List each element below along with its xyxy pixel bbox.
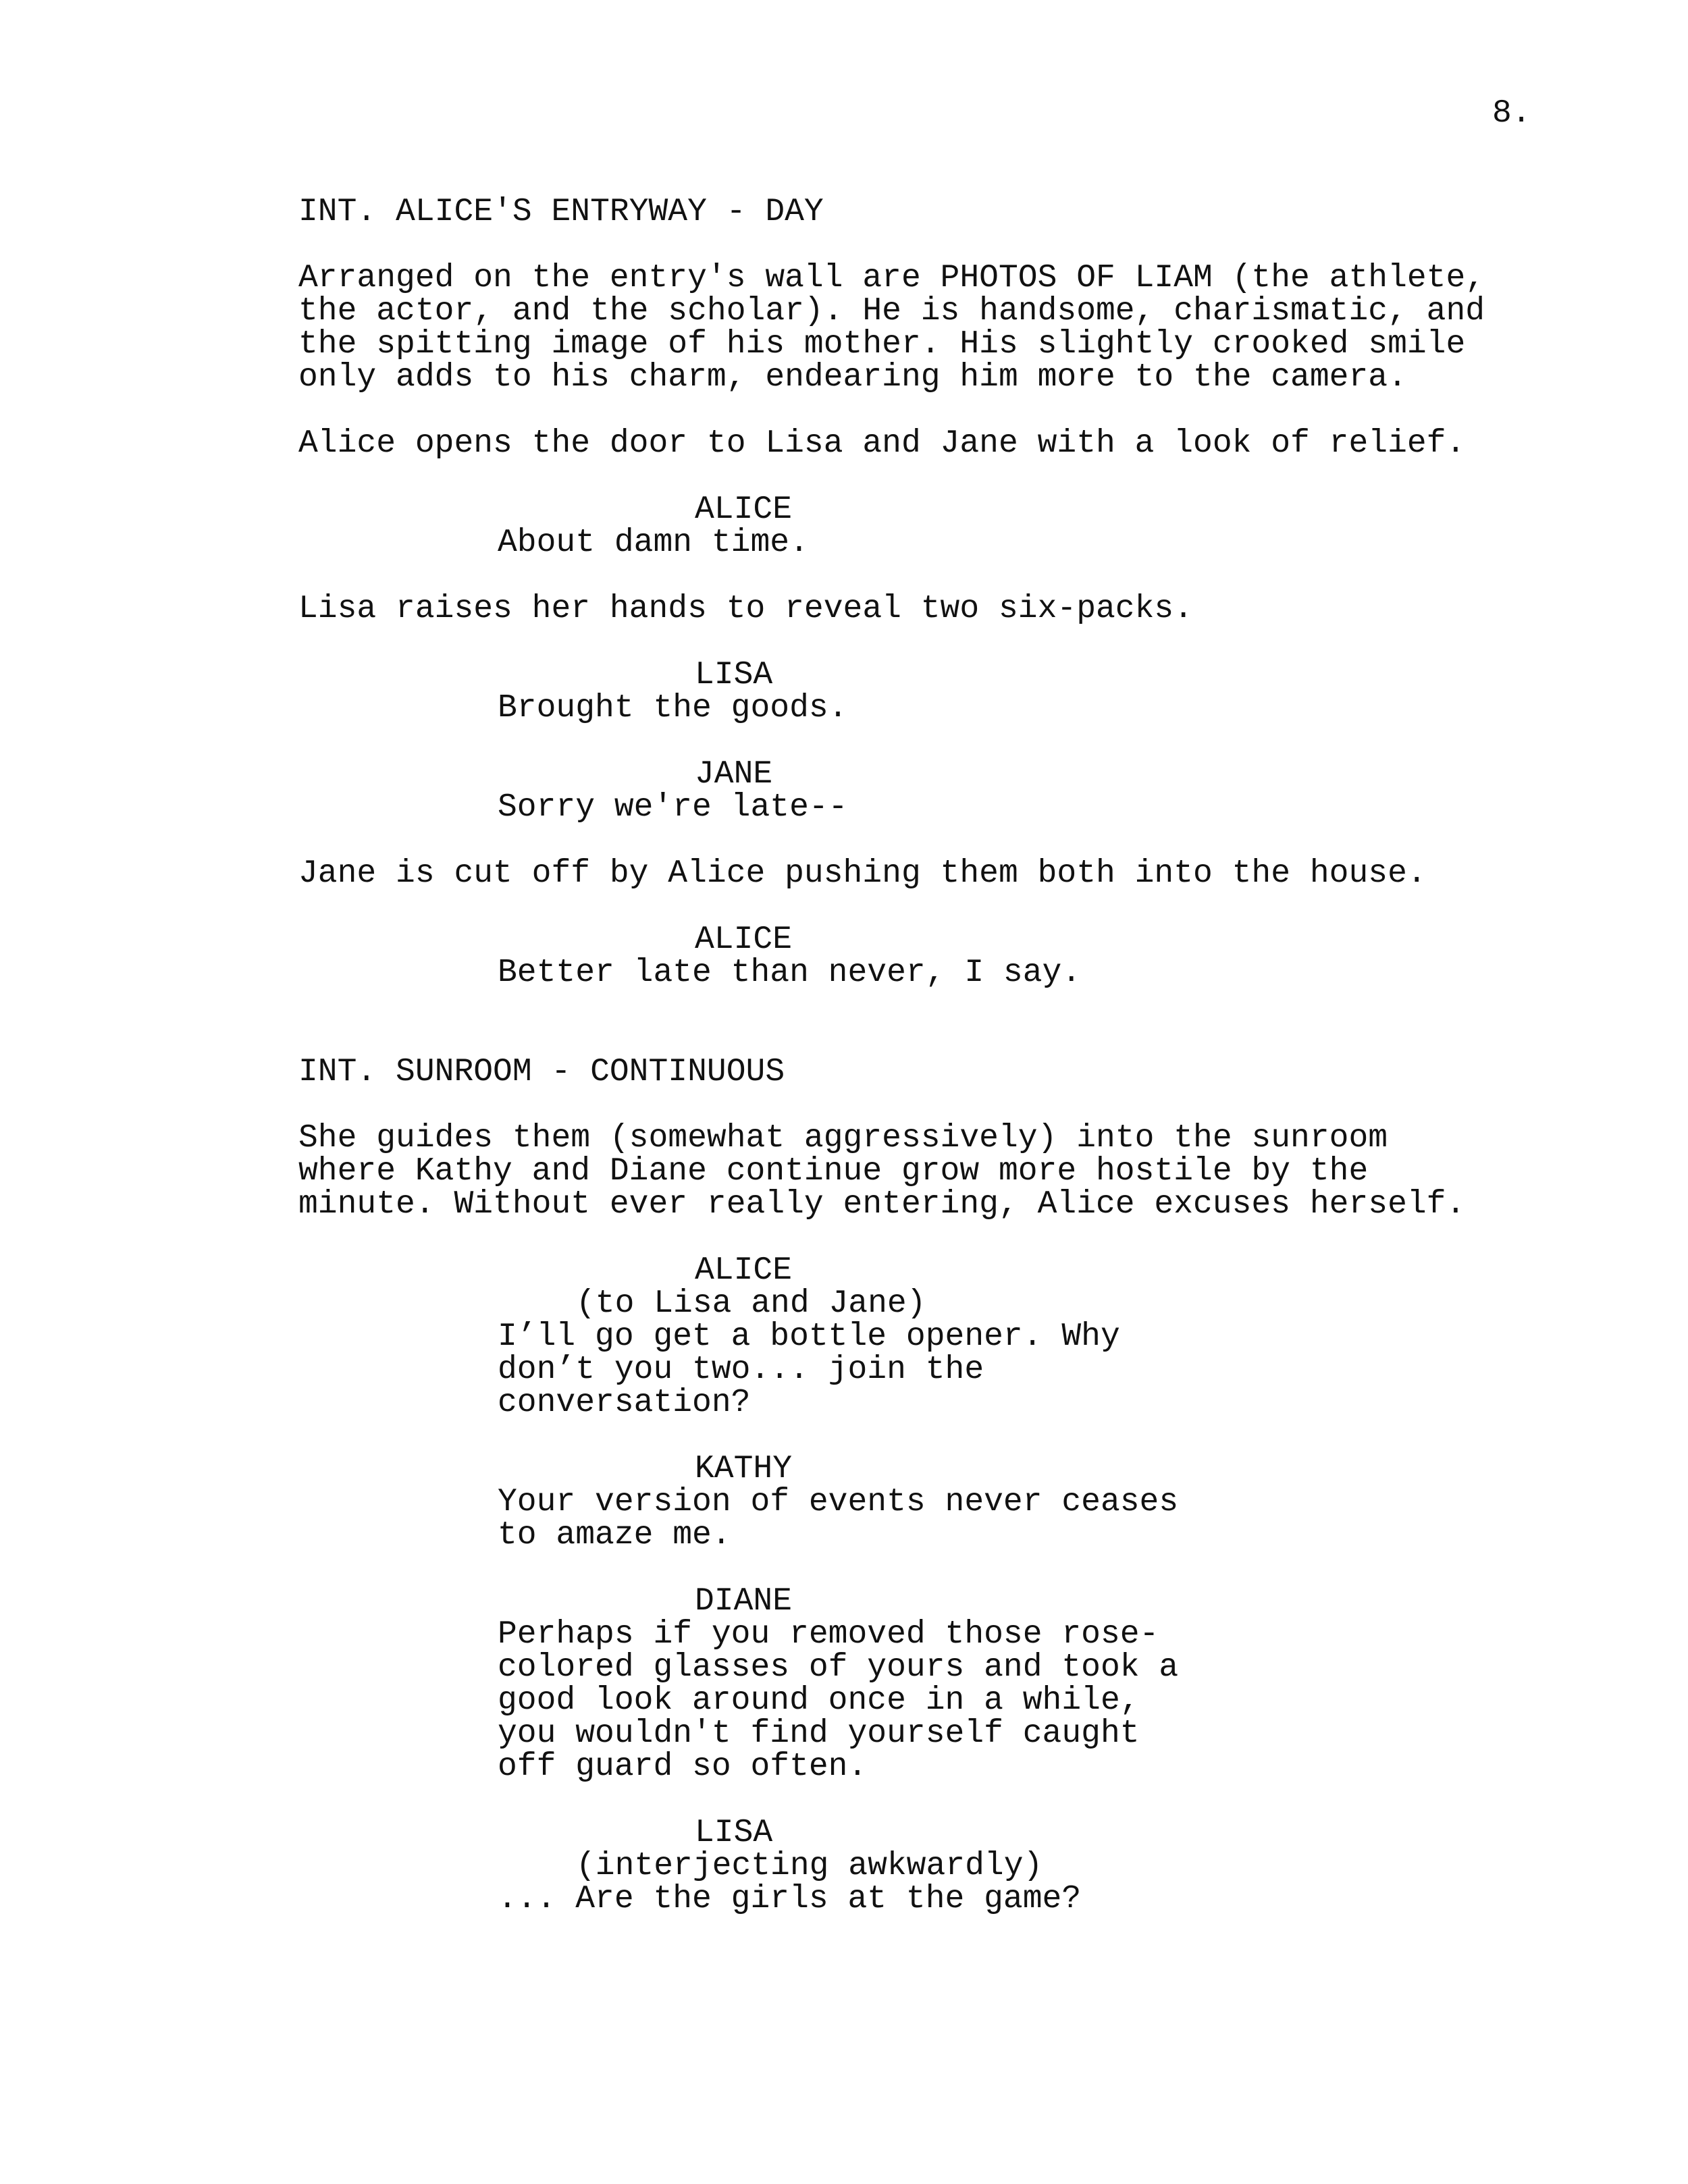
character-cue: JANE [695,756,773,793]
dialogue-line: I’ll go get a bottle opener. Why [498,1319,1120,1355]
page-number: 8. [1492,95,1531,132]
dialogue-line: conversation? [498,1385,751,1421]
action-line: the spitting image of his mother. His slightly crooked smile [298,326,1466,363]
action-line: where Kathy and Diane continue grow more hostile by the [298,1153,1369,1190]
action-line: Alice opens the door to Lisa and Jane with a look of relief. [298,425,1466,462]
dialogue-line: colored glasses of yours and took a [498,1649,1179,1686]
action-line: Jane is cut off by Alice pushing them both into the house. [298,855,1427,892]
character-cue: KATHY [695,1451,793,1487]
dialogue-line: to amaze me. [498,1517,731,1553]
parenthetical: (interjecting awkwardly) [576,1848,1043,1884]
action-line: Arranged on the entry's wall are PHOTOS OF LIAM (the athlete, [298,260,1485,296]
character-cue: DIANE [695,1583,793,1620]
scene-heading: INT. ALICE'S ENTRYWAY - DAY [298,194,824,230]
dialogue-line: About damn time. [498,525,809,561]
action-line: Lisa raises her hands to reveal two six-packs. [298,591,1194,627]
dialogue-line: off guard so often. [498,1749,868,1785]
action-line: the actor, and the scholar). He is handsome, charismatic, and [298,293,1485,329]
dialogue-line: Your version of events never ceases [498,1484,1179,1520]
parenthetical: (to Lisa and Jane) [576,1285,926,1322]
dialogue-line: Brought the goods. [498,690,848,726]
scene-heading: INT. SUNROOM - CONTINUOUS [298,1054,785,1090]
dialogue-line: ... Are the girls at the game? [498,1881,1082,1917]
dialogue-line: Sorry we're late-- [498,789,848,826]
character-cue: ALICE [695,491,793,528]
character-cue: LISA [695,1815,773,1851]
action-line: minute. Without ever really entering, Alice excuses herself. [298,1186,1466,1223]
dialogue-line: you wouldn't find yourself caught [498,1715,1140,1752]
dialogue-line: good look around once in a while, [498,1682,1140,1719]
character-cue: ALICE [695,922,793,958]
dialogue-line: Better late than never, I say. [498,955,1082,991]
dialogue-line: don’t you two... join the [498,1352,984,1388]
action-line: She guides them (somewhat aggressively) into the sunroom [298,1120,1388,1156]
dialogue-line: Perhaps if you removed those rose- [498,1616,1159,1653]
action-line: only adds to his charm, endearing him more to the camera. [298,359,1407,396]
character-cue: ALICE [695,1252,793,1289]
character-cue: LISA [695,657,773,693]
